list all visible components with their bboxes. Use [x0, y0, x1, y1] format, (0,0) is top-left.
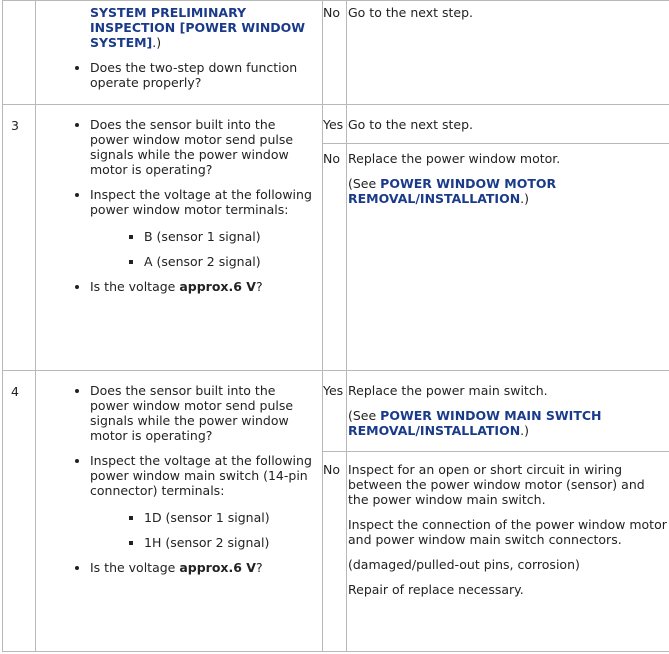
- action-no: Replace the power window motor. (See POWER WINDOW MOTOR REMOVAL/INSTALLATION.): [347, 144, 669, 371]
- step-number: 4: [11, 384, 19, 399]
- action-no: Inspect for an open or short circuit in wiring between the power window motor (sensor) and the power window main switch. Inspect the connection of the power window motor and power window main switch connectors. (damaged/pulled-out pins, corrosion) Repair of replace necessary.: [347, 452, 669, 652]
- inspection-cell: [36, 1, 323, 105]
- troubleshooting-table: [2, 0, 669, 652]
- result-yes-label: Yes: [323, 105, 347, 144]
- step-number: 3: [11, 118, 19, 133]
- inspection-list: [54, 60, 318, 90]
- table-row-continued: [3, 1, 669, 105]
- power-window-motor-link[interactable]: POWER WINDOW MOTOR REMOVAL/INSTALLATION: [348, 176, 557, 206]
- list-item: • Inspect the voltage at the following power window motor terminals: ▪ B (sensor 1 signal) ▪ A (sensor 2 signal): [90, 187, 318, 269]
- terminal-list: [90, 229, 318, 269]
- system-preliminary-inspection-link[interactable]: SYSTEM PRELIMINARY INSPECTION [POWER WINDOW SYSTEM]: [90, 5, 306, 50]
- action-yes: Replace the power main switch. (See POWER WINDOW MAIN SWITCH REMOVAL/INSTALLATION.): [347, 371, 669, 452]
- list-item: • Is the voltage approx.6 V?: [90, 279, 318, 294]
- action-yes: Go to the next step.: [347, 105, 669, 144]
- result-no-label: No: [323, 452, 347, 652]
- result-no-label: No: [323, 144, 347, 371]
- terminal-item: ▪ A (sensor 2 signal): [144, 254, 318, 269]
- power-window-main-switch-link[interactable]: POWER WINDOW MAIN SWITCH REMOVAL/INSTALLATION: [348, 408, 602, 438]
- terminal-item: ▪ B (sensor 1 signal): [144, 229, 318, 244]
- terminal-item: ▪ 1D (sensor 1 signal): [144, 510, 318, 525]
- action-no: Go to the next step.: [347, 1, 669, 105]
- step-number-cell: [3, 105, 36, 371]
- list-item: • Does the sensor built into the power window motor send pulse signals while the power window motor is operating?: [90, 117, 318, 177]
- list-item: • Does the sensor built into the power window motor send pulse signals while the power window motor is operating?: [90, 383, 318, 443]
- inspection-cell: [36, 105, 323, 371]
- step-number-cell: [3, 371, 36, 652]
- list-item: • Inspect the voltage at the following power window main switch (14-pin connector) terminals: ▪ 1D (sensor 1 signal) ▪ 1H (sensor 2 signal): [90, 453, 318, 550]
- table-row-step-3: [3, 105, 669, 144]
- step-number-cell: [3, 1, 36, 105]
- result-no-label: No: [323, 1, 347, 105]
- terminal-item: ▪ 1H (sensor 2 signal): [144, 535, 318, 550]
- table-row-step-4: [3, 371, 669, 452]
- inspection-list: [54, 117, 318, 294]
- inspection-cell: [36, 371, 323, 652]
- terminal-list: [90, 510, 318, 550]
- result-yes-label: Yes: [323, 371, 347, 452]
- list-item: • Is the voltage approx.6 V?: [90, 560, 318, 575]
- list-item: • Does the two-step down function operate properly?: [90, 60, 318, 90]
- link-continuation: SYSTEM PRELIMINARY INSPECTION [POWER WINDOW SYSTEM].): [90, 5, 306, 50]
- inspection-list: [54, 383, 318, 575]
